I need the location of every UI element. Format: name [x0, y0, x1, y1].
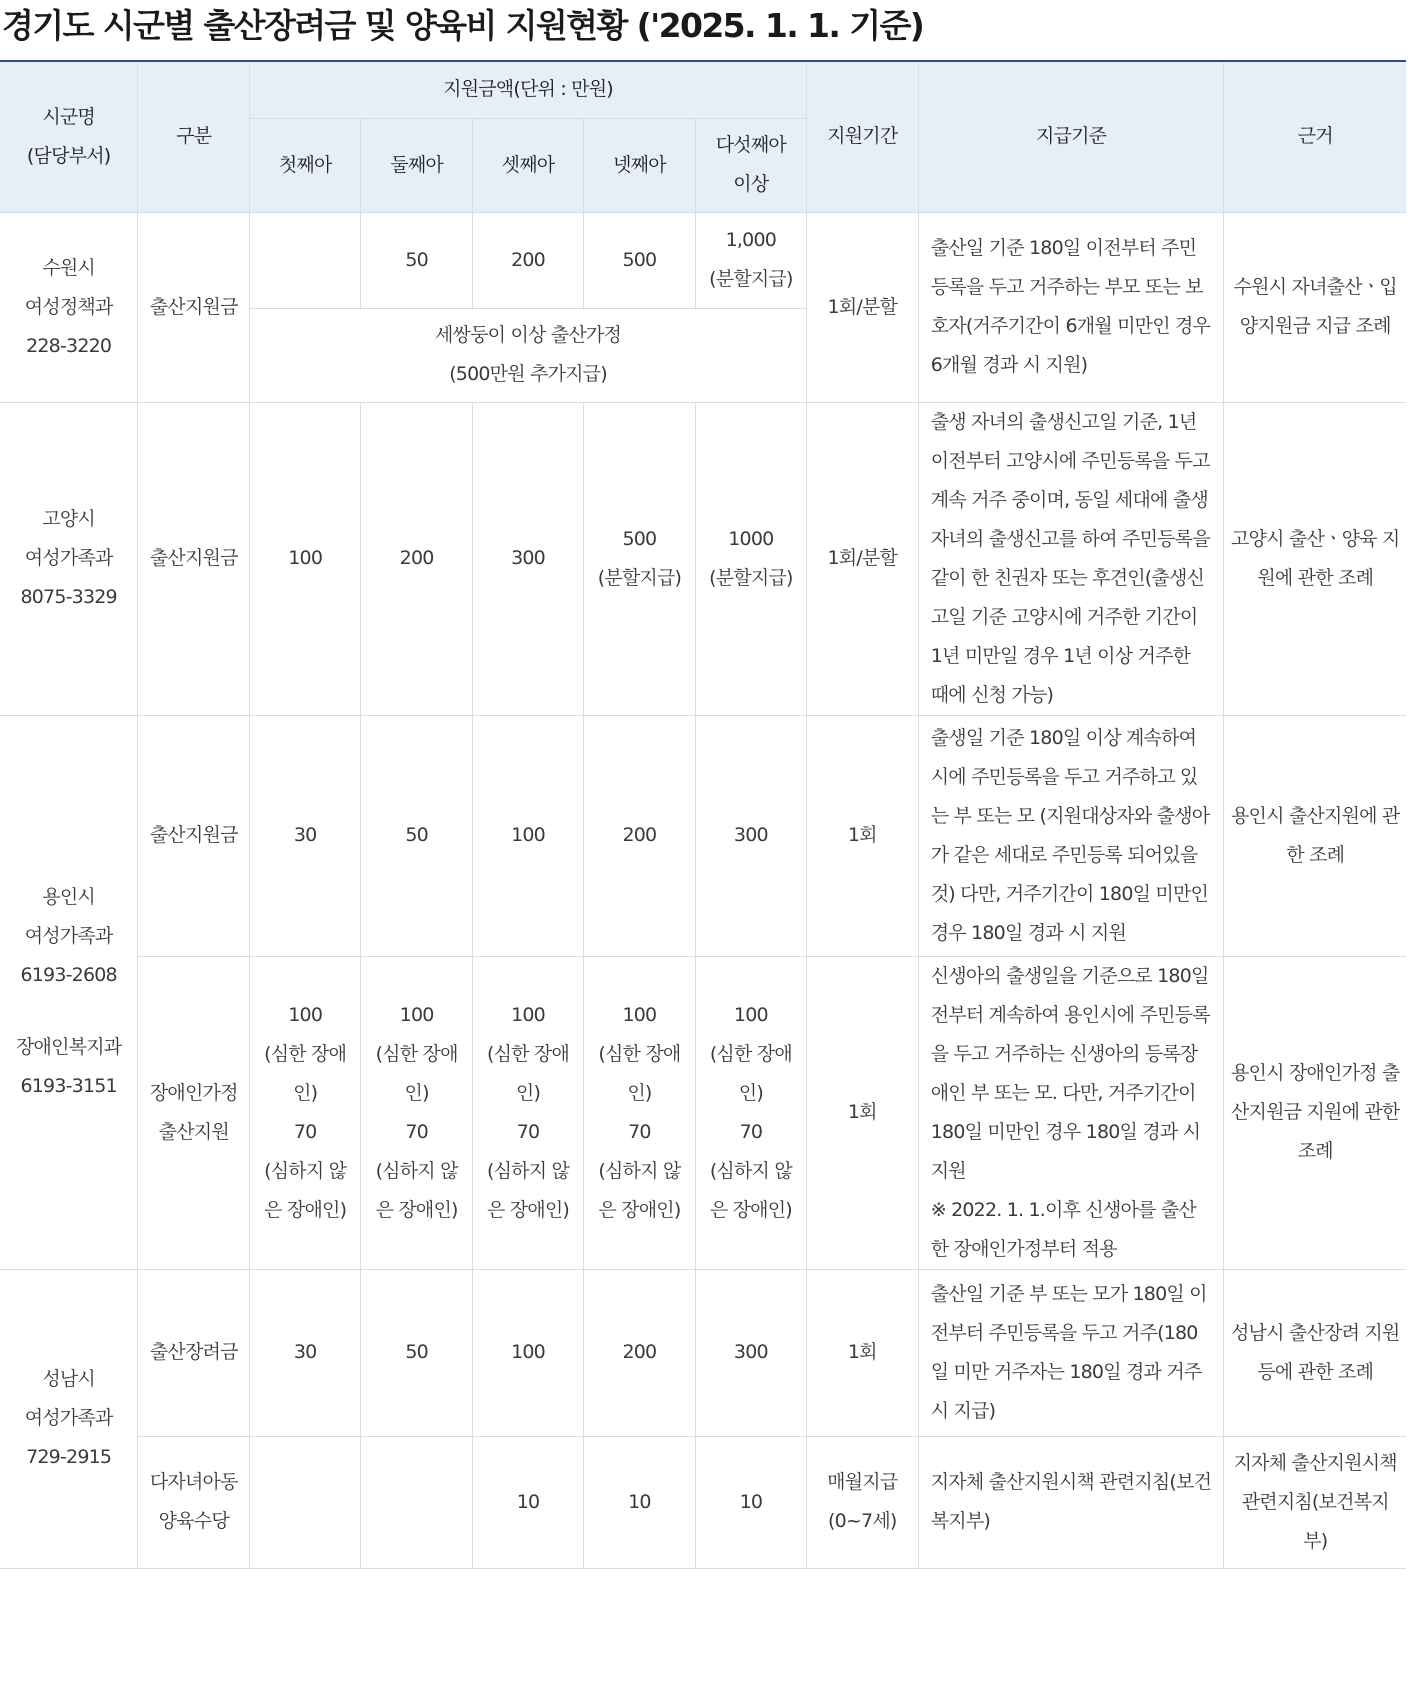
- header-basis: 근거: [1224, 61, 1406, 212]
- cell-fifth: 1,000 (분할지급): [695, 212, 806, 308]
- header-first-child: 첫째아: [250, 118, 361, 212]
- cell-fourth: 500 (분할지급): [583, 402, 695, 715]
- cell-twins-note: 세쌍둥이 이상 출산가정 (500만원 추가지급): [250, 308, 807, 402]
- cell-period: 1회: [806, 1269, 918, 1436]
- cell-third: 10: [473, 1436, 584, 1568]
- header-fourth-child: 넷째아: [583, 118, 695, 212]
- cell-type: 출산지원금: [138, 402, 250, 715]
- cell-period: 1회/분할: [806, 212, 918, 402]
- header-criteria: 지급기준: [918, 61, 1224, 212]
- cell-first: 100: [250, 402, 361, 715]
- cell-criteria: 출생일 기준 180일 이상 계속하여 시에 주민등록을 두고 거주하고 있는 부 또는 모 (지원대상자와 출생아가 같은 세대로 주민등록 되어있을 것) 다만, 거주기간이 180일 미만인 경우 180일 경과 시 지원: [918, 715, 1224, 956]
- cell-first: 100 (심한 장애인) 70 (심하지 않은 장애인): [250, 956, 361, 1269]
- cell-fourth: 10: [583, 1436, 695, 1568]
- table-row-seongnam-birth: [0, 1269, 1406, 1436]
- cell-type: 다자녀아동 양육수당: [138, 1436, 250, 1568]
- support-table-wrapper: [0, 60, 1406, 1569]
- cell-third: 300: [473, 402, 584, 715]
- cell-region-suwon: 수원시 여성정책과 228-3220: [0, 212, 138, 402]
- page-title: 경기도 시군별 출산장려금 및 양육비 지원현황 ('2025. 1. 1. 기준): [2, 6, 924, 45]
- cell-basis: 용인시 장애인가정 출산지원금 지원에 관한 조례: [1224, 956, 1406, 1269]
- cell-fourth: 200: [583, 1269, 695, 1436]
- cell-basis: 지자체 출산지원시책 관련지침(보건복지부): [1224, 1436, 1406, 1568]
- cell-type: 출산지원금: [138, 715, 250, 956]
- cell-basis: 성남시 출산장려 지원 등에 관한 조례: [1224, 1269, 1406, 1436]
- cell-fifth: 10: [695, 1436, 806, 1568]
- cell-second: 100 (심한 장애인) 70 (심하지 않은 장애인): [361, 956, 473, 1269]
- cell-region-goyang: 고양시 여성가족과 8075-3329: [0, 402, 138, 715]
- cell-fifth: 300: [695, 715, 806, 956]
- cell-criteria: 신생아의 출생일을 기준으로 180일 전부터 계속하여 용인시에 주민등록을 두고 거주하는 신생아의 등록장애인 부 또는 모. 다만, 거주기간이 180일 미만인 경우 180일 경과 시 지원 ※ 2022. 1. 1.이후 신생아를 출산한 장애인가정부터 적용: [918, 956, 1224, 1269]
- cell-fourth: 200: [583, 715, 695, 956]
- cell-region-seongnam: 성남시 여성가족과 729-2915: [0, 1269, 138, 1568]
- header-type: 구분: [138, 61, 250, 212]
- cell-third: 100: [473, 715, 584, 956]
- table-row-yongin-disabled: [0, 956, 1406, 1269]
- header-period: 지원기간: [806, 61, 918, 212]
- cell-second: 200: [361, 402, 473, 715]
- cell-criteria: 출생 자녀의 출생신고일 기준, 1년 이전부터 고양시에 주민등록을 두고 계속 거주 중이며, 동일 세대에 출생 자녀의 출생신고를 하여 주민등록을 같이 한 친권자 또는 후견인(출생신고일 기준 고양시에 거주한 기간이 1년 미만일 경우 1년 이상 거주한 때에 신청 가능): [918, 402, 1224, 715]
- cell-first: [250, 212, 361, 308]
- cell-region-yongin: 용인시 여성가족과 6193-2608 장애인복지과 6193-3151: [0, 715, 138, 1269]
- header-fifth-child: 다섯째아 이상: [695, 118, 806, 212]
- cell-third: 200: [473, 212, 584, 308]
- cell-type: 장애인가정 출산지원: [138, 956, 250, 1269]
- cell-third: 100: [473, 1269, 584, 1436]
- cell-second: 50: [361, 212, 473, 308]
- cell-basis: 수원시 자녀출산ㆍ입양지원금 지급 조례: [1224, 212, 1406, 402]
- cell-criteria: 지자체 출산지원시책 관련지침(보건복지부): [918, 1436, 1224, 1568]
- cell-first: 30: [250, 715, 361, 956]
- cell-second: [361, 1436, 473, 1568]
- cell-fourth: 100 (심한 장애인) 70 (심하지 않은 장애인): [583, 956, 695, 1269]
- table-row-goyang: [0, 402, 1406, 715]
- cell-first: 30: [250, 1269, 361, 1436]
- cell-third: 100 (심한 장애인) 70 (심하지 않은 장애인): [473, 956, 584, 1269]
- cell-second: 50: [361, 1269, 473, 1436]
- cell-basis: 용인시 출산지원에 관한 조례: [1224, 715, 1406, 956]
- header-region: 시군명 (담당부서): [0, 61, 138, 212]
- cell-criteria: 출산일 기준 180일 이전부터 주민등록을 두고 거주하는 부모 또는 보호자(거주기간이 6개월 미만인 경우 6개월 경과 시 지원): [918, 212, 1224, 402]
- cell-period: 매월지급 (0~7세): [806, 1436, 918, 1568]
- cell-fifth: 300: [695, 1269, 806, 1436]
- cell-fifth: 100 (심한 장애인) 70 (심하지 않은 장애인): [695, 956, 806, 1269]
- cell-criteria: 출산일 기준 부 또는 모가 180일 이전부터 주민등록을 두고 거주(180일 미만 거주자는 180일 경과 거주 시 지급): [918, 1269, 1224, 1436]
- support-table: [0, 60, 1406, 1569]
- header-amount-group: 지원금액(단위 : 만원): [250, 61, 807, 118]
- header-second-child: 둘째아: [361, 118, 473, 212]
- cell-second: 50: [361, 715, 473, 956]
- table-row-yongin-birth: [0, 715, 1406, 956]
- cell-type: 출산지원금: [138, 212, 250, 402]
- cell-period: 1회/분할: [806, 402, 918, 715]
- cell-period: 1회: [806, 715, 918, 956]
- cell-period: 1회: [806, 956, 918, 1269]
- cell-basis: 고양시 출산ㆍ양육 지원에 관한 조례: [1224, 402, 1406, 715]
- table-row-suwon: [0, 212, 1406, 308]
- cell-fifth: 1000 (분할지급): [695, 402, 806, 715]
- cell-first: [250, 1436, 361, 1568]
- cell-fourth: 500: [583, 212, 695, 308]
- table-row-seongnam-multi: [0, 1436, 1406, 1568]
- header-third-child: 셋째아: [473, 118, 584, 212]
- cell-type: 출산장려금: [138, 1269, 250, 1436]
